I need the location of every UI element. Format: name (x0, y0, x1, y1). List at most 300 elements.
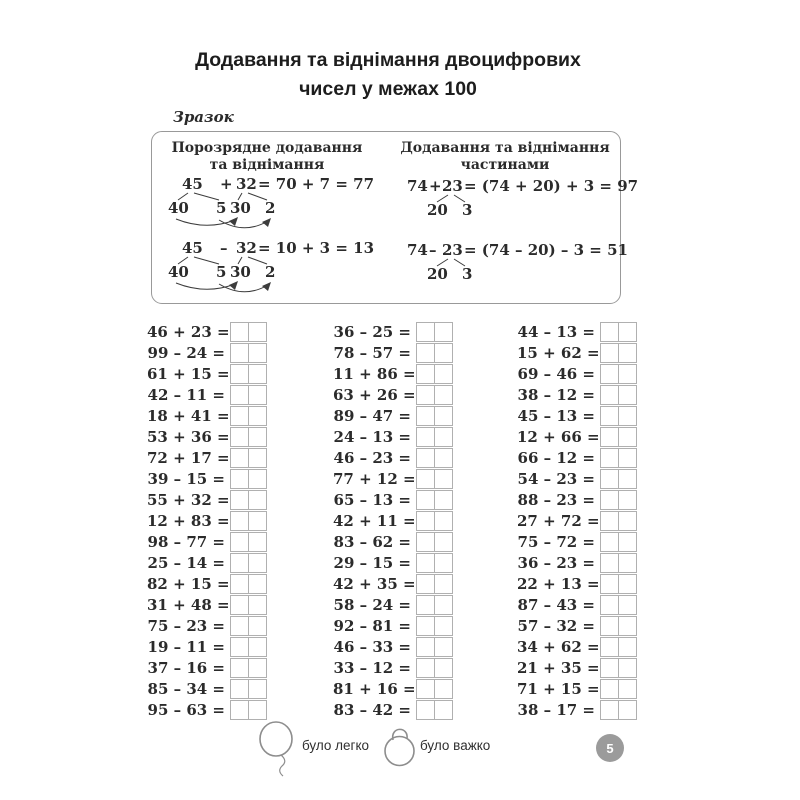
answer-cell[interactable] (249, 616, 267, 636)
answer-box[interactable] (600, 448, 637, 468)
answer-cell[interactable] (249, 700, 267, 720)
exercise-label: 77 + 12 = (333, 469, 416, 488)
sample-equation-term: 32 (236, 175, 257, 193)
exercise-row (147, 657, 277, 678)
exercise-row (333, 678, 463, 699)
sample-decomp-part: 2 (265, 263, 276, 281)
answer-box[interactable] (230, 364, 267, 384)
answer-cell[interactable] (435, 658, 453, 678)
answer-cell[interactable] (619, 553, 637, 573)
answer-box[interactable] (600, 490, 637, 510)
answer-cell[interactable] (416, 406, 435, 426)
answer-cell[interactable] (435, 700, 453, 720)
answer-box[interactable] (230, 448, 267, 468)
sample-decomp-part: 40 (168, 263, 189, 281)
answer-cell[interactable] (416, 448, 435, 468)
kettlebell-icon[interactable] (380, 721, 420, 769)
exercise-column-1 (147, 321, 277, 720)
exercise-label: 25 – 14 = (147, 553, 225, 572)
answer-cell[interactable] (416, 679, 435, 699)
exercise-row (147, 636, 277, 657)
answer-box[interactable] (416, 427, 453, 447)
sample-equation-op: + (429, 177, 442, 195)
answer-box[interactable] (600, 511, 637, 531)
easy-label: було легко (302, 738, 370, 753)
exercise-label: 95 – 63 = (147, 700, 225, 719)
answer-box[interactable] (230, 595, 267, 615)
answer-cell[interactable] (249, 511, 267, 531)
exercise-row (517, 615, 647, 636)
sample-equation-term: 74 (407, 177, 428, 195)
answer-cell[interactable] (600, 364, 619, 384)
exercise-row (333, 489, 463, 510)
answer-cell[interactable] (619, 364, 637, 384)
answer-cell[interactable] (230, 406, 249, 426)
answer-box[interactable] (230, 532, 267, 552)
exercise-label: 99 – 24 = (147, 343, 225, 362)
exercise-label: 87 – 43 = (517, 595, 595, 614)
answer-cell[interactable] (230, 700, 249, 720)
exercise-label: 88 – 23 = (517, 490, 595, 509)
answer-cell[interactable] (249, 637, 267, 657)
answer-box[interactable] (600, 679, 637, 699)
answer-cell[interactable] (435, 448, 453, 468)
answer-cell[interactable] (600, 469, 619, 489)
exercise-label: 92 – 81 = (333, 616, 411, 635)
exercise-row (333, 573, 463, 594)
answer-cell[interactable] (230, 574, 249, 594)
exercise-row (147, 489, 277, 510)
exercise-label: 75 – 72 = (517, 532, 595, 551)
exercise-row (517, 405, 647, 426)
sample-decomp-part: 30 (230, 199, 251, 217)
exercise-row (333, 636, 463, 657)
exercise-label: 22 + 13 = (517, 574, 600, 593)
answer-cell[interactable] (435, 553, 453, 573)
answer-box[interactable] (600, 616, 637, 636)
answer-box[interactable] (230, 658, 267, 678)
answer-box[interactable] (600, 700, 637, 720)
exercise-row (333, 405, 463, 426)
answer-box[interactable] (600, 553, 637, 573)
answer-cell[interactable] (600, 532, 619, 552)
exercise-label: 24 – 13 = (333, 427, 411, 446)
answer-cell[interactable] (600, 553, 619, 573)
exercise-label: 29 – 15 = (333, 553, 411, 572)
answer-box[interactable] (416, 679, 453, 699)
answer-cell[interactable] (230, 532, 249, 552)
sample-right-heading-line2: частинами (460, 157, 550, 173)
answer-cell[interactable] (600, 679, 619, 699)
answer-cell[interactable] (435, 385, 453, 405)
exercise-row (517, 468, 647, 489)
answer-cell[interactable] (230, 490, 249, 510)
answer-cell[interactable] (230, 343, 249, 363)
sample-left-heading-line1: Порозрядне додавання (171, 140, 363, 156)
answer-cell[interactable] (416, 364, 435, 384)
exercise-row (517, 510, 647, 531)
answer-cell[interactable] (230, 553, 249, 573)
exercise-row (333, 426, 463, 447)
exercise-row (147, 699, 277, 720)
exercise-row (517, 699, 647, 720)
exercise-row (147, 468, 277, 489)
sample-decomp-part: 3 (462, 265, 473, 283)
answer-cell[interactable] (230, 364, 249, 384)
answer-box[interactable] (416, 511, 453, 531)
answer-box[interactable] (416, 385, 453, 405)
answer-box[interactable] (600, 322, 637, 342)
answer-cell[interactable] (249, 679, 267, 699)
answer-cell[interactable] (435, 364, 453, 384)
answer-box[interactable] (416, 322, 453, 342)
answer-cell[interactable] (619, 637, 637, 657)
answer-box[interactable] (230, 343, 267, 363)
answer-cell[interactable] (230, 448, 249, 468)
answer-cell[interactable] (619, 490, 637, 510)
exercise-column-3 (517, 321, 647, 720)
answer-box[interactable] (230, 406, 267, 426)
answer-cell[interactable] (600, 595, 619, 615)
exercise-label: 19 – 11 = (147, 637, 225, 656)
answer-box[interactable] (416, 637, 453, 657)
exercise-row (147, 447, 277, 468)
answer-cell[interactable] (600, 343, 619, 363)
exercise-row (147, 321, 277, 342)
exercise-label: 31 + 48 = (147, 595, 230, 614)
answer-cell[interactable] (416, 658, 435, 678)
answer-cell[interactable] (619, 343, 637, 363)
balloon-icon[interactable] (254, 719, 302, 777)
answer-box[interactable] (416, 343, 453, 363)
sample-left-heading-line2: та віднімання (209, 157, 325, 173)
answer-cell[interactable] (230, 511, 249, 531)
exercise-label: 36 – 25 = (333, 322, 411, 341)
answer-cell[interactable] (600, 406, 619, 426)
answer-box[interactable] (230, 616, 267, 636)
sample-equation-term: 74 (407, 241, 428, 259)
exercise-row (517, 531, 647, 552)
exercise-row (517, 321, 647, 342)
answer-box[interactable] (600, 574, 637, 594)
answer-cell[interactable] (230, 637, 249, 657)
answer-cell[interactable] (435, 616, 453, 636)
answer-cell[interactable] (619, 679, 637, 699)
exercise-label: 21 + 35 = (517, 658, 600, 677)
exercise-label: 61 + 15 = (147, 364, 230, 383)
answer-cell[interactable] (435, 469, 453, 489)
exercise-row (147, 342, 277, 363)
answer-box[interactable] (230, 574, 267, 594)
exercise-label: 27 + 72 = (517, 511, 600, 530)
answer-cell[interactable] (416, 511, 435, 531)
answer-cell[interactable] (600, 637, 619, 657)
exercise-label: 66 – 12 = (517, 448, 595, 467)
answer-cell[interactable] (435, 532, 453, 552)
answer-box[interactable] (416, 406, 453, 426)
exercise-label: 85 – 34 = (147, 679, 225, 698)
answer-cell[interactable] (619, 616, 637, 636)
answer-cell[interactable] (435, 343, 453, 363)
answer-cell[interactable] (230, 658, 249, 678)
exercise-row (147, 363, 277, 384)
answer-cell[interactable] (230, 616, 249, 636)
answer-cell[interactable] (619, 469, 637, 489)
answer-cell[interactable] (249, 343, 267, 363)
answer-cell[interactable] (600, 700, 619, 720)
exercise-label: 89 – 47 = (333, 406, 411, 425)
answer-box[interactable] (416, 658, 453, 678)
answer-cell[interactable] (619, 427, 637, 447)
exercise-row (517, 342, 647, 363)
answer-cell[interactable] (416, 322, 435, 342)
exercise-label: 75 – 23 = (147, 616, 225, 635)
sample-decomp-part: 5 (216, 263, 227, 281)
answer-cell[interactable] (249, 658, 267, 678)
answer-cell[interactable] (619, 574, 637, 594)
sample-equation-term: 45 (182, 175, 203, 193)
sample-equation-op: + (220, 175, 233, 193)
exercise-label: 54 – 23 = (517, 469, 595, 488)
page-title-line2: чисел у межах 100 (299, 78, 477, 100)
answer-cell[interactable] (435, 511, 453, 531)
answer-cell[interactable] (416, 700, 435, 720)
exercise-row (333, 468, 463, 489)
answer-cell[interactable] (249, 469, 267, 489)
exercise-row (147, 594, 277, 615)
sample-equation-result: = 10 + 3 = 13 (258, 239, 375, 257)
answer-cell[interactable] (600, 658, 619, 678)
answer-cell[interactable] (600, 616, 619, 636)
answer-cell[interactable] (230, 469, 249, 489)
answer-box[interactable] (416, 700, 453, 720)
exercise-row (333, 531, 463, 552)
exercise-row (147, 678, 277, 699)
exercise-label: 33 – 12 = (333, 658, 411, 677)
answer-cell[interactable] (619, 406, 637, 426)
answer-cell[interactable] (416, 637, 435, 657)
answer-cell[interactable] (435, 595, 453, 615)
answer-cell[interactable] (416, 469, 435, 489)
answer-cell[interactable] (619, 658, 637, 678)
exercise-label: 46 + 23 = (147, 322, 230, 341)
answer-cell[interactable] (600, 574, 619, 594)
exercise-label: 12 + 66 = (517, 427, 600, 446)
exercise-label: 53 + 36 = (147, 427, 230, 446)
answer-cell[interactable] (249, 406, 267, 426)
answer-cell[interactable] (249, 553, 267, 573)
answer-box[interactable] (600, 595, 637, 615)
answer-cell[interactable] (416, 343, 435, 363)
answer-cell[interactable] (619, 385, 637, 405)
answer-cell[interactable] (249, 490, 267, 510)
answer-cell[interactable] (619, 532, 637, 552)
exercise-label: 42 – 11 = (147, 385, 225, 404)
sample-decomp-part: 5 (216, 199, 227, 217)
answer-cell[interactable] (249, 448, 267, 468)
sample-decomp-part: 20 (427, 201, 448, 219)
exercise-label: 42 + 11 = (333, 511, 416, 530)
answer-cell[interactable] (435, 679, 453, 699)
answer-cell[interactable] (600, 385, 619, 405)
exercise-row (333, 657, 463, 678)
answer-cell[interactable] (619, 595, 637, 615)
answer-cell[interactable] (435, 490, 453, 510)
exercise-label: 65 – 13 = (333, 490, 411, 509)
answer-cell[interactable] (249, 574, 267, 594)
exercise-row (333, 363, 463, 384)
hard-label: було важко (420, 738, 491, 753)
exercise-label: 12 + 83 = (147, 511, 230, 530)
exercise-row (517, 573, 647, 594)
page-number-badge: 5 (596, 734, 624, 762)
sample-right-heading-line1: Додавання та віднімання (400, 140, 610, 156)
exercise-label: 57 – 32 = (517, 616, 595, 635)
answer-box[interactable] (416, 469, 453, 489)
exercise-label: 46 – 33 = (333, 637, 411, 656)
answer-cell[interactable] (249, 322, 267, 342)
answer-box[interactable] (600, 427, 637, 447)
answer-box[interactable] (230, 385, 267, 405)
answer-cell[interactable] (416, 574, 435, 594)
exercise-row (147, 384, 277, 405)
sample-equation-result: = (74 – 20) – 3 = 51 (464, 241, 628, 259)
exercise-row (333, 342, 463, 363)
exercise-row (333, 552, 463, 573)
answer-box[interactable] (600, 343, 637, 363)
answer-cell[interactable] (435, 406, 453, 426)
answer-box[interactable] (600, 385, 637, 405)
answer-cell[interactable] (600, 511, 619, 531)
exercise-label: 82 + 15 = (147, 574, 230, 593)
answer-cell[interactable] (435, 322, 453, 342)
answer-cell[interactable] (619, 511, 637, 531)
answer-box[interactable] (230, 427, 267, 447)
exercise-label: 83 – 62 = (333, 532, 411, 551)
answer-box[interactable] (416, 448, 453, 468)
answer-box[interactable] (230, 700, 267, 720)
exercise-row (333, 321, 463, 342)
answer-box[interactable] (230, 469, 267, 489)
sample-equation-op: – (220, 239, 228, 257)
exercise-label: 46 – 23 = (333, 448, 411, 467)
answer-box[interactable] (600, 637, 637, 657)
answer-box[interactable] (230, 553, 267, 573)
answer-cell[interactable] (435, 427, 453, 447)
answer-box[interactable] (416, 595, 453, 615)
answer-cell[interactable] (416, 490, 435, 510)
answer-box[interactable] (230, 637, 267, 657)
answer-box[interactable] (600, 364, 637, 384)
exercise-row (147, 552, 277, 573)
answer-box[interactable] (600, 406, 637, 426)
sample-box (151, 131, 639, 304)
exercise-row (333, 594, 463, 615)
answer-cell[interactable] (249, 595, 267, 615)
answer-box[interactable] (230, 511, 267, 531)
answer-cell[interactable] (600, 448, 619, 468)
exercise-label: 83 – 42 = (333, 700, 411, 719)
exercise-label: 42 + 35 = (333, 574, 416, 593)
answer-cell[interactable] (416, 427, 435, 447)
exercise-label: 98 – 77 = (147, 532, 225, 551)
exercise-row (147, 510, 277, 531)
answer-box[interactable] (416, 364, 453, 384)
answer-box[interactable] (600, 532, 637, 552)
exercise-label: 37 – 16 = (147, 658, 225, 677)
exercise-row (517, 678, 647, 699)
answer-cell[interactable] (416, 553, 435, 573)
exercise-row (517, 384, 647, 405)
exercise-label: 72 + 17 = (147, 448, 230, 467)
answer-box[interactable] (600, 469, 637, 489)
exercise-row (517, 489, 647, 510)
answer-cell[interactable] (619, 700, 637, 720)
answer-cell[interactable] (435, 574, 453, 594)
exercise-label: 18 + 41 = (147, 406, 230, 425)
answer-cell[interactable] (230, 679, 249, 699)
answer-box[interactable] (230, 490, 267, 510)
answer-box[interactable] (600, 658, 637, 678)
answer-cell[interactable] (416, 595, 435, 615)
exercise-row (517, 594, 647, 615)
exercise-row (333, 510, 463, 531)
sample-decomp-part: 40 (168, 199, 189, 217)
answer-cell[interactable] (435, 637, 453, 657)
answer-cell[interactable] (619, 322, 637, 342)
exercise-label: 38 – 17 = (517, 700, 595, 719)
exercise-label: 15 + 62 = (517, 343, 600, 362)
answer-box[interactable] (416, 616, 453, 636)
exercise-row (517, 552, 647, 573)
exercise-row (147, 573, 277, 594)
answer-cell[interactable] (230, 385, 249, 405)
exercise-label: 69 – 46 = (517, 364, 595, 383)
answer-cell[interactable] (230, 322, 249, 342)
exercise-label: 78 – 57 = (333, 343, 411, 362)
exercise-row (333, 699, 463, 720)
answer-box[interactable] (416, 553, 453, 573)
sample-label: Зразок (173, 108, 234, 126)
exercise-row (147, 426, 277, 447)
answer-cell[interactable] (600, 427, 619, 447)
answer-box[interactable] (416, 574, 453, 594)
answer-cell[interactable] (249, 385, 267, 405)
exercise-label: 81 + 16 = (333, 679, 416, 698)
exercise-label: 45 – 13 = (517, 406, 595, 425)
answer-cell[interactable] (416, 616, 435, 636)
answer-cell[interactable] (416, 385, 435, 405)
exercise-label: 34 + 62 = (517, 637, 600, 656)
answer-box[interactable] (230, 322, 267, 342)
answer-cell[interactable] (600, 490, 619, 510)
answer-box[interactable] (230, 679, 267, 699)
answer-cell[interactable] (249, 364, 267, 384)
answer-cell[interactable] (619, 448, 637, 468)
exercise-row (517, 447, 647, 468)
answer-box[interactable] (416, 532, 453, 552)
exercise-label: 38 – 12 = (517, 385, 595, 404)
answer-cell[interactable] (230, 427, 249, 447)
answer-box[interactable] (416, 490, 453, 510)
answer-cell[interactable] (600, 322, 619, 342)
answer-cell[interactable] (249, 427, 267, 447)
sample-equation-term: 23 (442, 241, 463, 259)
answer-cell[interactable] (249, 532, 267, 552)
answer-cell[interactable] (416, 532, 435, 552)
answer-cell[interactable] (230, 595, 249, 615)
exercise-row (517, 636, 647, 657)
